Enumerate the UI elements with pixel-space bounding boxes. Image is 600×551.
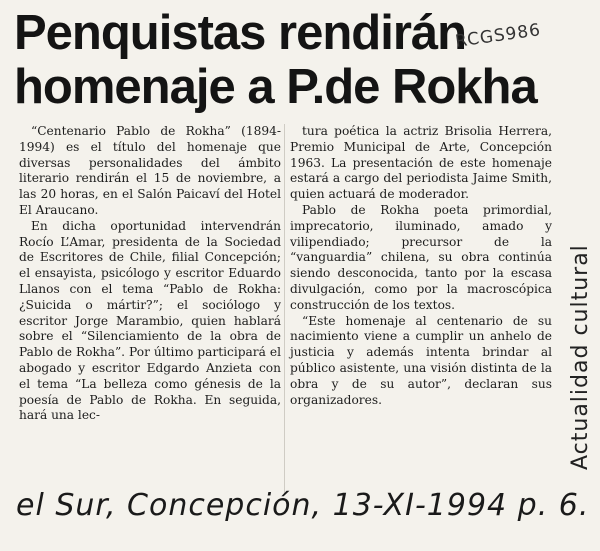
article-paragraph: “Centenario Pablo de Rokha” (1894-1994) es el título del homenaje que diversas personalidades del ámbito literario rendirán el 15 de noviembre, a las 20 horas, en el Salón Paicaví del Hotel El Araucano. <box>19 124 281 217</box>
handwritten-reference-code: RCGS986 <box>454 20 543 52</box>
article-paragraph: “Este homenaje al centenario de su nacimiento viene a cumplir un anhelo de justicia y además intenta brindar al público asistente, una visión distinta de la obra y de su autor”, declaran sus organizadores. <box>290 313 552 407</box>
handwritten-side-note: Actualidad cultural <box>568 244 593 470</box>
headline <box>14 6 574 114</box>
article-paragraph: En dicha oportunidad intervendrán Rocío L’Amar, presidenta de la Sociedad de Escritores de Chile, filial Concepción; el ensayista, psicólogo y escritor Eduardo Llanos con el tema “Pablo de Rokha: ¿Suicida o mártir?”; el sociólogo y escritor Jorge Marambio, quien hablará sobre el “Silenciamiento de la obra de Pablo de Rokha”. Por último participará el abogado y escritor Edgardo Anzieta con el tema “La belleza como génesis de la poesía de Pablo de Rokha. En seguida, hará una lec- <box>19 218 281 423</box>
article-column-left <box>19 124 281 424</box>
article-paragraph: Pablo de Rokha poeta primordial, imprecatorio, iluminado, amado y vilipendiado; precursor de la “vanguardia” chilena, su obra continúa siendo desconocida, tanto por la escasa divulgación, como por la macroscópica construcción de los textos. <box>290 202 552 312</box>
handwritten-source-note: el Sur, Concepción, 13-XI-1994 p. 6. <box>16 488 590 523</box>
column-divider <box>284 124 285 494</box>
headline-line-1: Penquistas rendirán <box>14 6 467 60</box>
article-paragraph: tura poética la actriz Brisolia Herrera, Premio Municipal de Arte, Concepción 1963. La presentación de este homenaje estará a cargo del periodista Jaime Smith, quien actuará de moderador. <box>290 124 552 202</box>
article-column-right <box>290 124 552 408</box>
headline-line-2: homenaje a P.de Rokha <box>14 60 537 114</box>
